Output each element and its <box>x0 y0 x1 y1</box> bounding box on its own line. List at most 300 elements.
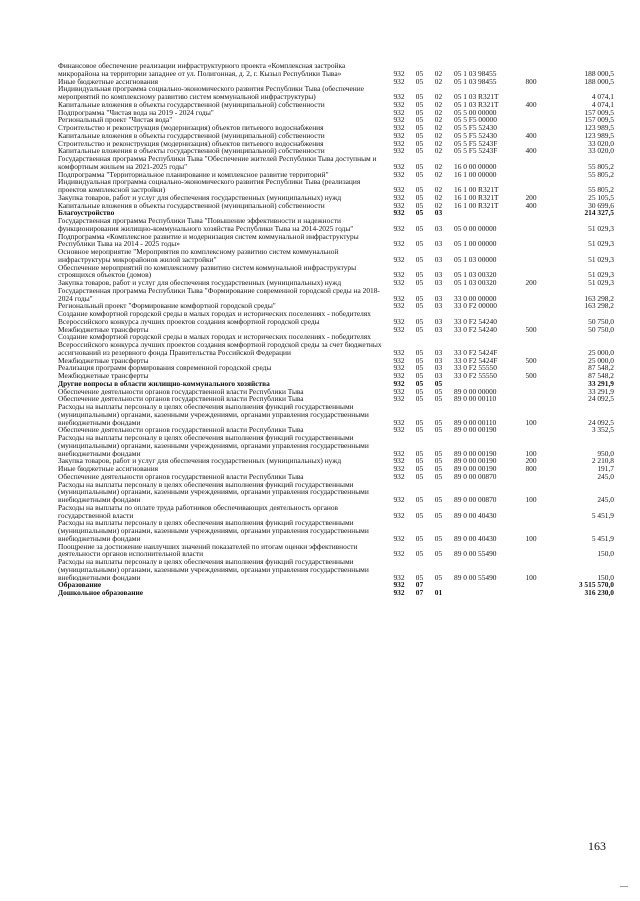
row-name: Основное мероприятие "Мероприятия по комплексному развитию систем коммунальной инфраструктуры микрорайонов жилой застройки" <box>58 248 339 264</box>
row-name: Обеспечение деятельности органов государственной власти Республики Тыва <box>58 395 304 403</box>
row-section-code: 05 <box>415 147 424 155</box>
row-amount: 51 029,3 <box>588 254 614 264</box>
row-target-article: 05 1 03 00320 <box>454 270 497 279</box>
row-amount: 51 029,3 <box>588 279 614 287</box>
row-amount: 55 805,2 <box>588 185 614 194</box>
row-subsection-code: 03 <box>434 293 443 303</box>
row-grbs-code: 932 <box>393 77 405 86</box>
row-expense-type: 800 <box>525 465 537 473</box>
row-amount: 188 000,5 <box>584 77 614 86</box>
row-amount: 245,0 <box>597 495 614 504</box>
row-target-article: 05 1 03 98455 <box>454 77 497 86</box>
row-subsection-code: 03 <box>434 270 443 279</box>
row-grbs-code: 932 <box>393 457 405 465</box>
row-amount: 51 029,3 <box>588 239 614 248</box>
table-row <box>58 465 614 473</box>
row-name: Капитальные вложения в объекты государственной (муниципальной) собственности <box>58 147 325 155</box>
row-section-code: 05 <box>415 185 424 194</box>
row-name: Обеспечение деятельности органов государственной власти Республики Тыва <box>58 472 304 481</box>
row-name: Закупка товаров, работ и услуг для обеспечения государственных (муниципальных) нужд <box>58 279 342 287</box>
row-name: Межбюджетные трансферты <box>58 325 149 334</box>
row-target-article: 05 5 F5 52430 <box>454 131 497 140</box>
row-target-article <box>448 380 518 388</box>
row-name: Создание комфортной городской среды в малых городах и исторических поселениях - победителях Всероссийского конкурса лучших проектов создания комфортной городской среды <box>58 310 371 326</box>
row-amount: 24 092,5 <box>588 417 614 427</box>
row-section-code: 05 <box>415 293 424 303</box>
row-target-article: 05 1 03 R321T <box>454 100 499 109</box>
row-subsection-code: 02 <box>434 170 443 179</box>
row-subsection-code: 02 <box>434 77 443 86</box>
row-grbs-code: 932 <box>393 279 405 287</box>
row-target-article: 33 0 F2 55550 <box>454 364 497 372</box>
row-amount: 87 548,2 <box>588 364 614 372</box>
row-section-code: 05 <box>415 100 424 109</box>
row-amount: 214 327,5 <box>584 209 614 217</box>
row-grbs-code: 932 <box>393 116 405 124</box>
row-name: Другие вопросы в области жилищно-коммунального хозяйства <box>58 379 270 388</box>
row-subsection-code: 03 <box>434 239 443 248</box>
row-grbs-code: 932 <box>393 270 405 279</box>
row-subsection-code: 05 <box>434 510 443 520</box>
row-grbs-code: 932 <box>393 185 405 194</box>
row-amount: 3 515 570,0 <box>578 581 614 589</box>
row-name: Иные бюджетные ассигнования <box>58 77 159 86</box>
table-row <box>58 403 614 426</box>
row-name: Строительство и реконструкция (модернизация) объектов питьевого водоснабжения <box>58 139 324 148</box>
row-section-code: 05 <box>415 472 424 481</box>
row-grbs-code: 932 <box>393 209 405 217</box>
row-section-code: 05 <box>415 209 424 217</box>
row-target-article: 89 0 00 55490 <box>454 549 497 558</box>
row-amount: 163 298,2 <box>584 302 614 310</box>
row-name: Подпрограмма "Территориальное планирование и комплексное развитие территорий" <box>58 170 329 179</box>
row-expense-type <box>518 581 544 589</box>
table-row <box>58 310 614 326</box>
row-expense-type: 100 <box>525 448 537 458</box>
row-amount: 33 020,0 <box>588 147 614 155</box>
row-target-article: 33 0 F2 00000 <box>454 302 497 310</box>
row-name: Государственная программа Республики Тыва "Обеспечение жителей Республики Тыва доступным и комфортным жильем на 2021-2025 годы" <box>58 155 377 171</box>
row-amount: 2 210,8 <box>591 457 614 465</box>
table-row <box>58 171 614 179</box>
row-section-code: 05 <box>415 279 424 287</box>
row-section-code: 05 <box>415 239 424 248</box>
row-amount: 157 009,5 <box>584 108 614 117</box>
row-subsection-code: 03 <box>434 364 443 372</box>
row-name: Реализация программ формирования современной городской среды <box>58 364 272 372</box>
row-target-article: 05 5 F5 52430 <box>454 124 497 132</box>
row-name: Расходы на выплаты персоналу в целях обеспечения выполнения функций государственными (муниципальными) органами, казенными учреждениями, органами управления государственными внебюджетными фондами <box>58 558 369 582</box>
table-row <box>58 357 614 365</box>
row-grbs-code: 932 <box>393 356 405 365</box>
row-expense-type <box>518 209 544 217</box>
row-expense-type: 200 <box>525 457 537 465</box>
row-grbs-code: 932 <box>393 193 405 202</box>
row-name: Государственная программа Республики Тыва "Повышение эффективности и надежности функционирования жилищно-коммунального хозяйства Республики Тыва на 2014-2025 годы" <box>58 217 354 233</box>
row-target-article: 89 0 00 40430 <box>454 533 497 543</box>
row-name: Подпрограмма «Комплексное развитие и модернизация систем коммунальной инфраструктуры Республики Тыва на 2014 - 2025 годы» <box>58 232 359 248</box>
table-row <box>58 101 614 109</box>
table-row <box>58 333 614 356</box>
row-section-code: 05 <box>415 572 424 582</box>
row-grbs-code: 932 <box>393 92 405 101</box>
row-target-article: 05 5 F5 5243F <box>454 139 498 148</box>
row-grbs-code: 932 <box>393 549 405 558</box>
row-amount: 157 009,5 <box>584 116 614 124</box>
row-subsection-code: 02 <box>434 147 443 155</box>
row-subsection-code: 02 <box>434 124 443 132</box>
row-grbs-code: 932 <box>393 293 405 303</box>
row-expense-type <box>518 109 544 117</box>
row-grbs-code: 932 <box>393 572 405 582</box>
row-grbs-code: 932 <box>393 387 405 396</box>
budget-table <box>58 62 614 597</box>
row-amount: 24 092,5 <box>588 395 614 403</box>
table-row <box>58 395 614 403</box>
row-name: Финансовое обеспечение реализации инфраструктурного проекта «Комплексная застройка микрорайона на территории западнее от ул. Полигонная, д. 2, г. Кызыл Республики Тыва» <box>58 62 346 78</box>
table-row <box>58 279 614 287</box>
row-section-code: 05 <box>415 395 424 403</box>
row-target-article: 89 0 00 00870 <box>454 472 497 481</box>
row-target-article: 89 0 00 00190 <box>454 448 497 458</box>
row-name: Закупка товаров, работ и услуг для обеспечения государственных (муниципальных) нужд <box>58 193 342 202</box>
row-expense-type <box>518 116 544 124</box>
row-subsection-code: 05 <box>434 465 443 473</box>
row-grbs-code: 932 <box>393 223 405 233</box>
row-expense-type: 400 <box>525 100 537 109</box>
row-grbs-code: 932 <box>393 379 405 388</box>
row-grbs-code: 932 <box>393 589 405 597</box>
row-grbs-code: 932 <box>393 417 405 427</box>
row-name: Дошкольное образование <box>58 589 144 597</box>
row-subsection-code: 03 <box>434 372 443 380</box>
row-grbs-code: 932 <box>393 364 405 372</box>
row-target-article: 16 1 00 R321T <box>454 185 499 194</box>
row-expense-type <box>518 287 544 303</box>
row-expense-type <box>518 302 544 310</box>
row-section-code: 05 <box>415 124 424 132</box>
row-grbs-code: 932 <box>393 254 405 264</box>
row-section-code: 05 <box>415 448 424 458</box>
row-amount: 25 105,5 <box>588 193 614 202</box>
row-expense-type: 100 <box>525 533 537 543</box>
row-subsection-code: 05 <box>434 426 443 434</box>
row-name: Строительство и реконструкция (модернизация) объектов питьевого водоснабжения <box>58 124 324 132</box>
table-row <box>58 558 614 581</box>
row-section-code: 05 <box>415 302 424 310</box>
row-grbs-code: 932 <box>393 139 405 148</box>
row-grbs-code: 932 <box>393 68 405 78</box>
row-target-article: 89 0 00 00870 <box>454 495 497 504</box>
row-subsection-code: 03 <box>434 223 443 233</box>
row-target-article: 33 0 F2 54240 <box>454 316 497 326</box>
row-section-code: 05 <box>415 92 424 101</box>
row-expense-type <box>518 589 544 597</box>
table-row <box>58 380 614 388</box>
row-name: Расходы на выплаты персоналу в целях обеспечения выполнения функций государственными (муниципальными) органами, казенными учреждениями, органами управления государственными внебюджетными фондами <box>58 519 369 543</box>
row-grbs-code: 932 <box>393 426 405 434</box>
row-section-code: 05 <box>415 193 424 202</box>
row-section-code: 05 <box>415 465 424 473</box>
row-section-code: 07 <box>415 581 424 589</box>
row-expense-type <box>518 504 544 520</box>
table-row <box>58 140 614 148</box>
table-row <box>58 202 614 210</box>
row-amount: 51 029,3 <box>588 270 614 279</box>
row-subsection-code: 03 <box>434 325 443 334</box>
row-subsection-code: 02 <box>434 139 443 148</box>
row-expense-type: 800 <box>525 77 537 86</box>
row-expense-type <box>518 395 544 403</box>
row-amount: 5 451,9 <box>591 533 614 543</box>
row-grbs-code: 932 <box>393 316 405 326</box>
row-amount: 55 805,2 <box>588 170 614 179</box>
row-subsection-code: 05 <box>434 379 443 388</box>
row-amount: 30 699,6 <box>588 201 614 210</box>
row-expense-type: 100 <box>525 572 537 582</box>
row-grbs-code: 932 <box>393 510 405 520</box>
row-target-article: 05 5 F5 00000 <box>454 116 497 124</box>
row-subsection-code: 02 <box>434 68 443 78</box>
row-section-code: 05 <box>415 387 424 396</box>
row-name: Иные бюджетные ассигнования <box>58 465 159 473</box>
row-target-article: 05 0 00 00000 <box>454 223 497 233</box>
row-target-article: 05 1 03 R321T <box>454 92 499 101</box>
table-row <box>58 78 614 86</box>
row-subsection-code: 01 <box>434 589 443 597</box>
row-section-code: 05 <box>415 77 424 86</box>
table-row <box>58 543 614 559</box>
row-amount: 123 989,5 <box>584 124 614 132</box>
row-subsection-code: 03 <box>434 254 443 264</box>
row-name: Закупка товаров, работ и услуг для обеспечения государственных (муниципальных) нужд <box>58 457 342 465</box>
row-amount: 33 020,0 <box>588 139 614 148</box>
row-expense-type <box>518 333 544 356</box>
row-subsection-code: 03 <box>434 316 443 326</box>
row-section-code: 05 <box>415 325 424 334</box>
row-amount: 163 298,2 <box>584 293 614 303</box>
row-section-code: 05 <box>415 549 424 558</box>
table-row <box>58 457 614 465</box>
row-name: Региональный проект "Формирование комфортной городской среды" <box>58 302 276 310</box>
row-target-article: 16 1 00 00000 <box>454 170 497 179</box>
row-target-article: 05 1 03 00000 <box>454 254 497 264</box>
table-row <box>58 62 614 78</box>
row-amount: 150,0 <box>597 549 614 558</box>
row-expense-type <box>518 124 544 132</box>
row-amount: 188 000,5 <box>584 68 614 78</box>
table-row <box>58 589 614 597</box>
row-subsection-code: 03 <box>434 356 443 365</box>
row-section-code: 05 <box>415 254 424 264</box>
row-grbs-code: 932 <box>393 100 405 109</box>
row-target-article: 89 0 00 00110 <box>454 417 497 427</box>
row-section-code: 05 <box>415 347 424 357</box>
row-amount: 33 291,9 <box>588 379 614 388</box>
row-name: Индивидуальная программа социально-экономического развития Республики Тыва (обеспечение мероприятий по комплексному развитию систем коммунальной инфраструктуры) <box>58 85 364 101</box>
row-section-code: 05 <box>415 426 424 434</box>
row-section-code: 05 <box>415 356 424 365</box>
row-expense-type <box>518 248 544 264</box>
row-grbs-code: 932 <box>393 170 405 179</box>
row-section-code: 05 <box>415 223 424 233</box>
row-grbs-code: 932 <box>393 147 405 155</box>
table-row <box>58 481 614 504</box>
table-row <box>58 132 614 140</box>
table-row <box>58 519 614 542</box>
row-name: Региональный проект "Чистая вода" <box>58 116 173 124</box>
row-target-article: 05 1 03 98455 <box>454 68 497 78</box>
row-amount: 33 291,9 <box>588 387 614 396</box>
row-name: Образование <box>58 581 102 589</box>
row-amount: 25 000,0 <box>588 347 614 357</box>
row-subsection-code: 03 <box>434 279 443 287</box>
row-grbs-code: 932 <box>393 472 405 481</box>
table-row <box>58 124 614 132</box>
row-target-article: 33 0 F2 55550 <box>454 372 497 380</box>
row-name: Обеспечение мероприятий по комплексному развитию систем коммунальной инфраструктуры строящихся объектов (домов) <box>58 263 357 279</box>
row-target-article <box>448 589 518 597</box>
row-expense-type <box>518 388 544 396</box>
row-grbs-code: 932 <box>393 131 405 140</box>
row-expense-type: 400 <box>525 131 537 140</box>
row-grbs-code: 932 <box>393 448 405 458</box>
row-expense-type <box>518 473 544 481</box>
row-section-code: 05 <box>415 457 424 465</box>
row-subsection-code <box>429 581 448 589</box>
row-target-article: 16 1 00 R321T <box>454 193 499 202</box>
row-subsection-code: 05 <box>434 387 443 396</box>
row-grbs-code: 932 <box>393 495 405 504</box>
table-row <box>58 388 614 396</box>
row-expense-type: 500 <box>525 325 537 334</box>
row-section-code: 05 <box>415 161 424 171</box>
budget-table-body <box>58 62 614 597</box>
row-expense-type <box>518 426 544 434</box>
row-target-article <box>448 209 518 217</box>
row-name: Расходы на выплаты по оплате труда работников обеспечивающих деятельность органов государственной власти <box>58 503 339 520</box>
row-expense-type: 100 <box>525 417 537 427</box>
row-section-code: 05 <box>415 510 424 520</box>
row-subsection-code: 05 <box>434 549 443 558</box>
row-expense-type <box>518 171 544 179</box>
row-subsection-code: 05 <box>434 472 443 481</box>
row-target-article: 89 0 00 00190 <box>454 457 497 465</box>
row-expense-type: 200 <box>525 279 537 287</box>
row-target-article: 33 0 F2 5424F <box>454 347 498 357</box>
row-target-article: 33 0 F2 5424F <box>454 356 498 365</box>
table-row <box>58 194 614 202</box>
table-row <box>58 233 614 249</box>
table-row <box>58 504 614 520</box>
row-expense-type: 200 <box>525 193 537 202</box>
row-expense-type <box>518 364 544 372</box>
table-row <box>58 147 614 155</box>
row-amount: 950,0 <box>597 448 614 458</box>
table-row <box>58 209 614 217</box>
row-amount: 316 230,0 <box>584 589 614 597</box>
row-name: Подпрограмма "Чистая вода на 2019 - 2024 годы" <box>58 108 214 117</box>
row-subsection-code: 05 <box>434 417 443 427</box>
table-row <box>58 248 614 264</box>
row-section-code: 05 <box>415 533 424 543</box>
table-row <box>58 434 614 457</box>
row-expense-type <box>518 178 544 194</box>
row-subsection-code: 03 <box>434 209 443 217</box>
row-target-article: 16 0 00 00000 <box>454 161 497 171</box>
row-section-code: 05 <box>415 270 424 279</box>
row-name: Государственная программа Республики Тыва "Формирование современной городской среды на 2018-2024 годы" <box>58 286 380 303</box>
table-row <box>58 302 614 310</box>
row-subsection-code: 02 <box>434 193 443 202</box>
row-amount: 3 352,5 <box>591 426 614 434</box>
row-expense-type <box>518 62 544 78</box>
table-row <box>58 426 614 434</box>
row-amount: 87 548,2 <box>588 372 614 380</box>
row-grbs-code: 932 <box>393 533 405 543</box>
row-amount: 5 451,9 <box>591 510 614 520</box>
row-grbs-code: 932 <box>393 108 405 117</box>
row-amount: 123 989,5 <box>584 131 614 140</box>
row-target-article: 33 0 F2 54240 <box>454 325 497 334</box>
row-amount: 50 750,0 <box>588 325 614 334</box>
row-amount: 4 074,1 <box>591 100 614 109</box>
row-grbs-code: 932 <box>393 347 405 357</box>
document-page <box>58 62 614 597</box>
row-name: Капитальные вложения в объекты государственной (муниципальной) собственности <box>58 100 325 109</box>
row-section-code: 07 <box>415 589 424 597</box>
row-target-article: 16 1 00 R321T <box>454 201 499 210</box>
row-subsection-code: 03 <box>434 347 443 357</box>
table-row <box>58 155 614 171</box>
table-row <box>58 85 614 101</box>
table-row <box>58 178 614 194</box>
row-section-code: 05 <box>415 131 424 140</box>
row-name: Обеспечение деятельности органов государственной власти Республики Тыва <box>58 387 304 396</box>
row-expense-type: 500 <box>525 356 537 365</box>
row-expense-type <box>518 310 544 326</box>
row-target-article: 05 1 03 00320 <box>454 279 497 287</box>
row-section-code: 05 <box>415 495 424 504</box>
row-name: Расходы на выплаты персоналу в целях обеспечения выполнения функций государственными (муниципальными) органами, казенными учреждениями, органами управления государственными внебюджетными фондами <box>58 434 369 458</box>
row-expense-type: 500 <box>525 372 537 380</box>
row-subsection-code: 05 <box>434 457 443 465</box>
row-target-article: 89 0 00 00190 <box>454 465 497 473</box>
row-target-article: 89 0 00 00000 <box>454 387 497 396</box>
row-subsection-code: 03 <box>434 302 443 310</box>
row-grbs-code: 932 <box>393 581 405 589</box>
row-name: Благоустройство <box>58 209 115 217</box>
row-name: Расходы на выплаты персоналу в целях обеспечения выполнения функций государственными (муниципальными) органами, казенными учреждениями, органами управления государственными внебюджетными фондами <box>58 480 369 504</box>
row-expense-type <box>518 217 544 233</box>
row-name: Индивидуальная программа социально-экономического развития Республики Тыва (реализация проектов комплексной застройки) <box>58 178 361 194</box>
row-target-article: 05 5 F5 5243F <box>454 147 498 155</box>
row-target-article: 05 1 00 00000 <box>454 239 497 248</box>
row-name: Капитальные вложения в объекты государственной (муниципальной) собственности <box>58 131 325 140</box>
row-expense-type <box>518 155 544 171</box>
row-target-article: 89 0 00 00110 <box>454 395 497 403</box>
row-grbs-code: 932 <box>393 395 405 403</box>
row-amount: 4 074,1 <box>591 92 614 101</box>
table-row <box>58 326 614 334</box>
row-expense-type <box>518 264 544 280</box>
row-target-article: 05 5 00 00000 <box>454 108 497 117</box>
row-expense-type: 400 <box>525 201 537 210</box>
row-name: Капитальные вложения в объекты государственной (муниципальной) собственности <box>58 201 325 210</box>
row-target-article: 89 0 00 55490 <box>454 572 497 582</box>
row-target-article: 33 0 00 00000 <box>454 293 497 303</box>
row-grbs-code: 932 <box>393 325 405 334</box>
